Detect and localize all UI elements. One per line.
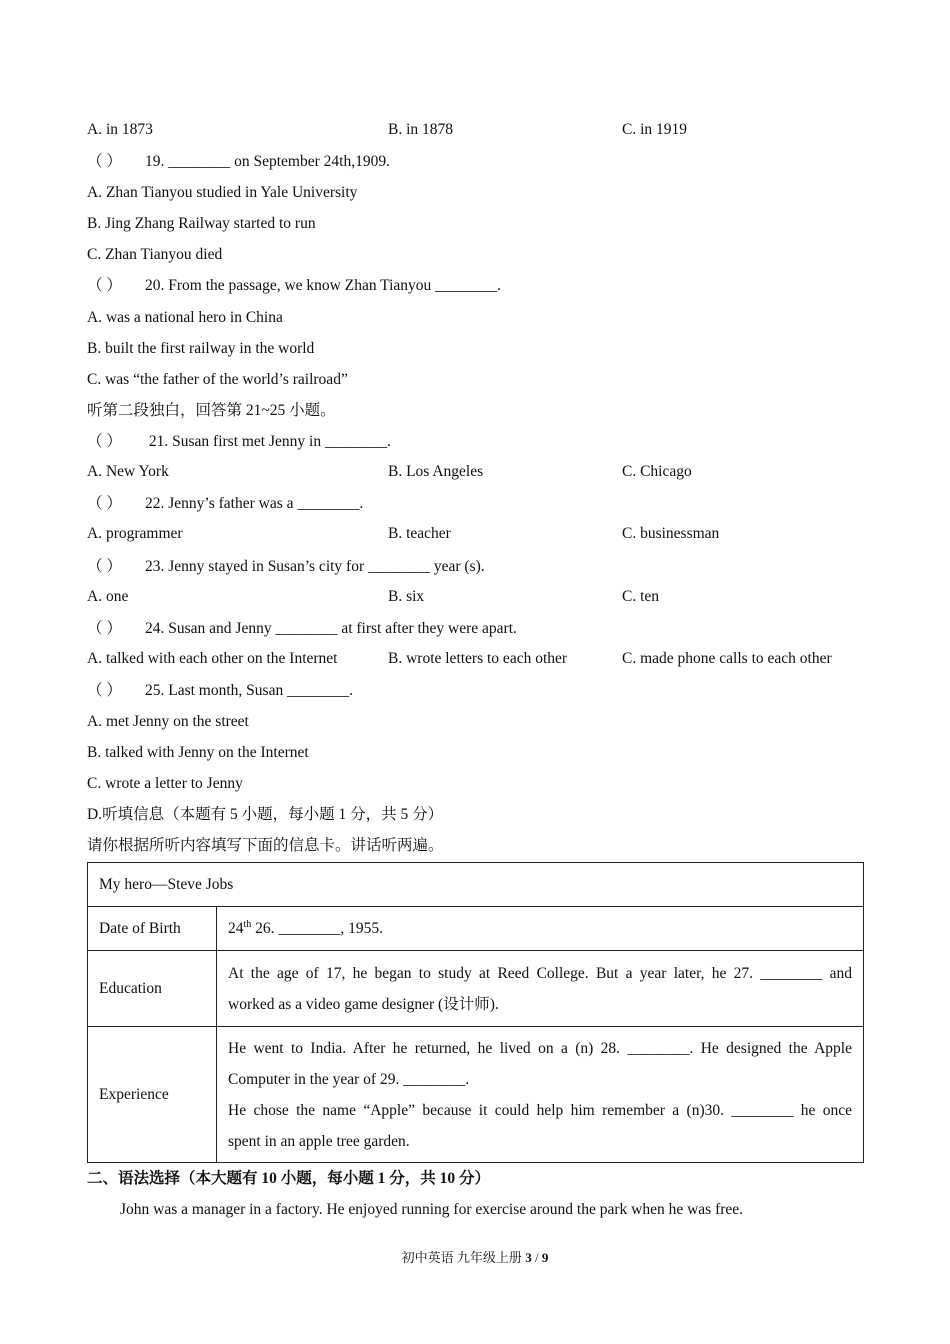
q20-option-b: B. built the first railway in the world [87,340,315,357]
question-24 [87,619,517,639]
section-two-title: 二、语法选择（本大题有 10 小题，每小题 1 分，共 10 分） [87,1170,491,1187]
q21-option-b: B. Los Angeles [388,463,484,480]
question-stem: 24. Susan and Jenny ________ at first after they were apart. [145,620,517,637]
q20-option-c: C. was “the father of the world’s railroad” [87,371,348,388]
q20-option-a: A. was a national hero in China [87,309,283,326]
answer-paren: （ ） [87,558,122,575]
page-footer [0,1247,950,1266]
question-stem: 22. Jenny’s father was a ________. [145,495,364,512]
q19-option-a: A. Zhan Tianyou studied in Yale University [87,184,358,201]
birth-label: Date of Birth [88,907,217,951]
passage-first-line: John was a manager in a factory. He enjoyed running for exercise around the park when he was free. [120,1201,744,1218]
page-number: 3 [525,1250,532,1265]
answer-paren: （ ） [87,495,122,512]
q18-option-b: B. in 1878 [388,121,454,138]
experience-value [217,1027,864,1163]
info-card-header: My hero—Steve Jobs [88,863,864,907]
experience-line-3: He chose the name “Apple” because it could help him remember a (n)30. ________ he once [228,1101,852,1119]
education-value [217,951,864,1027]
question-stem: 20. From the passage, we know Zhan Tianyou ________. [145,277,502,294]
experience-line-1: He went to India. After he returned, he lived on a (n) 28. ________. He designed the Apple [228,1039,852,1057]
part-d-instructions: 请你根据所听内容填写下面的信息卡。讲话听两遍。 [87,837,444,854]
question-19 [87,152,390,172]
footer-text: 初中英语 九年级上册 [401,1250,526,1265]
question-22 [87,494,363,514]
q24-option-a: A. talked with each other on the Internet [87,650,338,667]
q22-option-a: A. programmer [87,525,183,542]
q23-option-a: A. one [87,588,129,605]
q18-option-a: A. in 1873 [87,121,153,138]
answer-paren: （ ） [87,153,122,170]
q22-option-c: C. businessman [622,525,720,542]
q22-option-b: B. teacher [388,525,451,542]
q24-option-b: B. wrote letters to each other [388,650,568,667]
q25-option-a: A. met Jenny on the street [87,713,249,730]
birth-day: 24 [228,920,244,937]
q24-option-c: C. made phone calls to each other [622,650,832,667]
question-stem: 19. ________ on September 24th,1909. [145,153,390,170]
q21-option-a: A. New York [87,463,169,480]
question-23 [87,557,485,577]
answer-paren: （ ） [87,682,122,699]
q19-option-b: B. Jing Zhang Railway started to run [87,215,316,232]
answer-paren: （ ） [87,277,122,294]
experience-line-4: spent in an apple tree garden. [228,1132,410,1150]
answer-paren: （ ） [87,620,122,637]
experience-line-2: Computer in the year of 29. ________. [228,1070,470,1088]
education-line-2: worked as a video game designer (设计师). [228,995,499,1013]
q25-option-b: B. talked with Jenny on the Internet [87,744,309,761]
q25-option-c: C. wrote a letter to Jenny [87,775,243,792]
birth-suffix: th [243,918,252,930]
education-label: Education [88,951,217,1027]
q23-option-b: B. six [388,588,425,605]
question-21 [87,432,391,452]
birth-value [217,907,864,951]
q21-option-c: C. Chicago [622,463,692,480]
q23-option-c: C. ten [622,588,660,605]
question-25 [87,681,353,701]
question-stem: 23. Jenny stayed in Susan’s city for ________ year (s). [145,558,485,575]
question-20 [87,276,501,296]
q18-option-c: C. in 1919 [622,121,688,138]
q19-option-c: C. Zhan Tianyou died [87,246,223,263]
question-stem: 21. Susan first met Jenny in ________. [145,433,391,450]
page-separator: / [531,1250,542,1265]
section-2-intro: 听第二段独白，回答第 21~25 小题。 [87,402,336,419]
page-total: 9 [541,1250,549,1265]
answer-paren: （ ） [87,433,122,450]
part-d-title: D.听填信息（本题有 5 小题，每小题 1 分，共 5 分） [87,806,444,823]
info-card-table [87,862,864,1163]
question-stem: 25. Last month, Susan ________. [145,682,353,699]
education-line-1: At the age of 17, he began to study at Reed College. But a year later, he 27. ________ and [228,964,852,982]
birth-blank: 26. ________, 1955. [251,920,384,937]
experience-label: Experience [88,1027,217,1163]
